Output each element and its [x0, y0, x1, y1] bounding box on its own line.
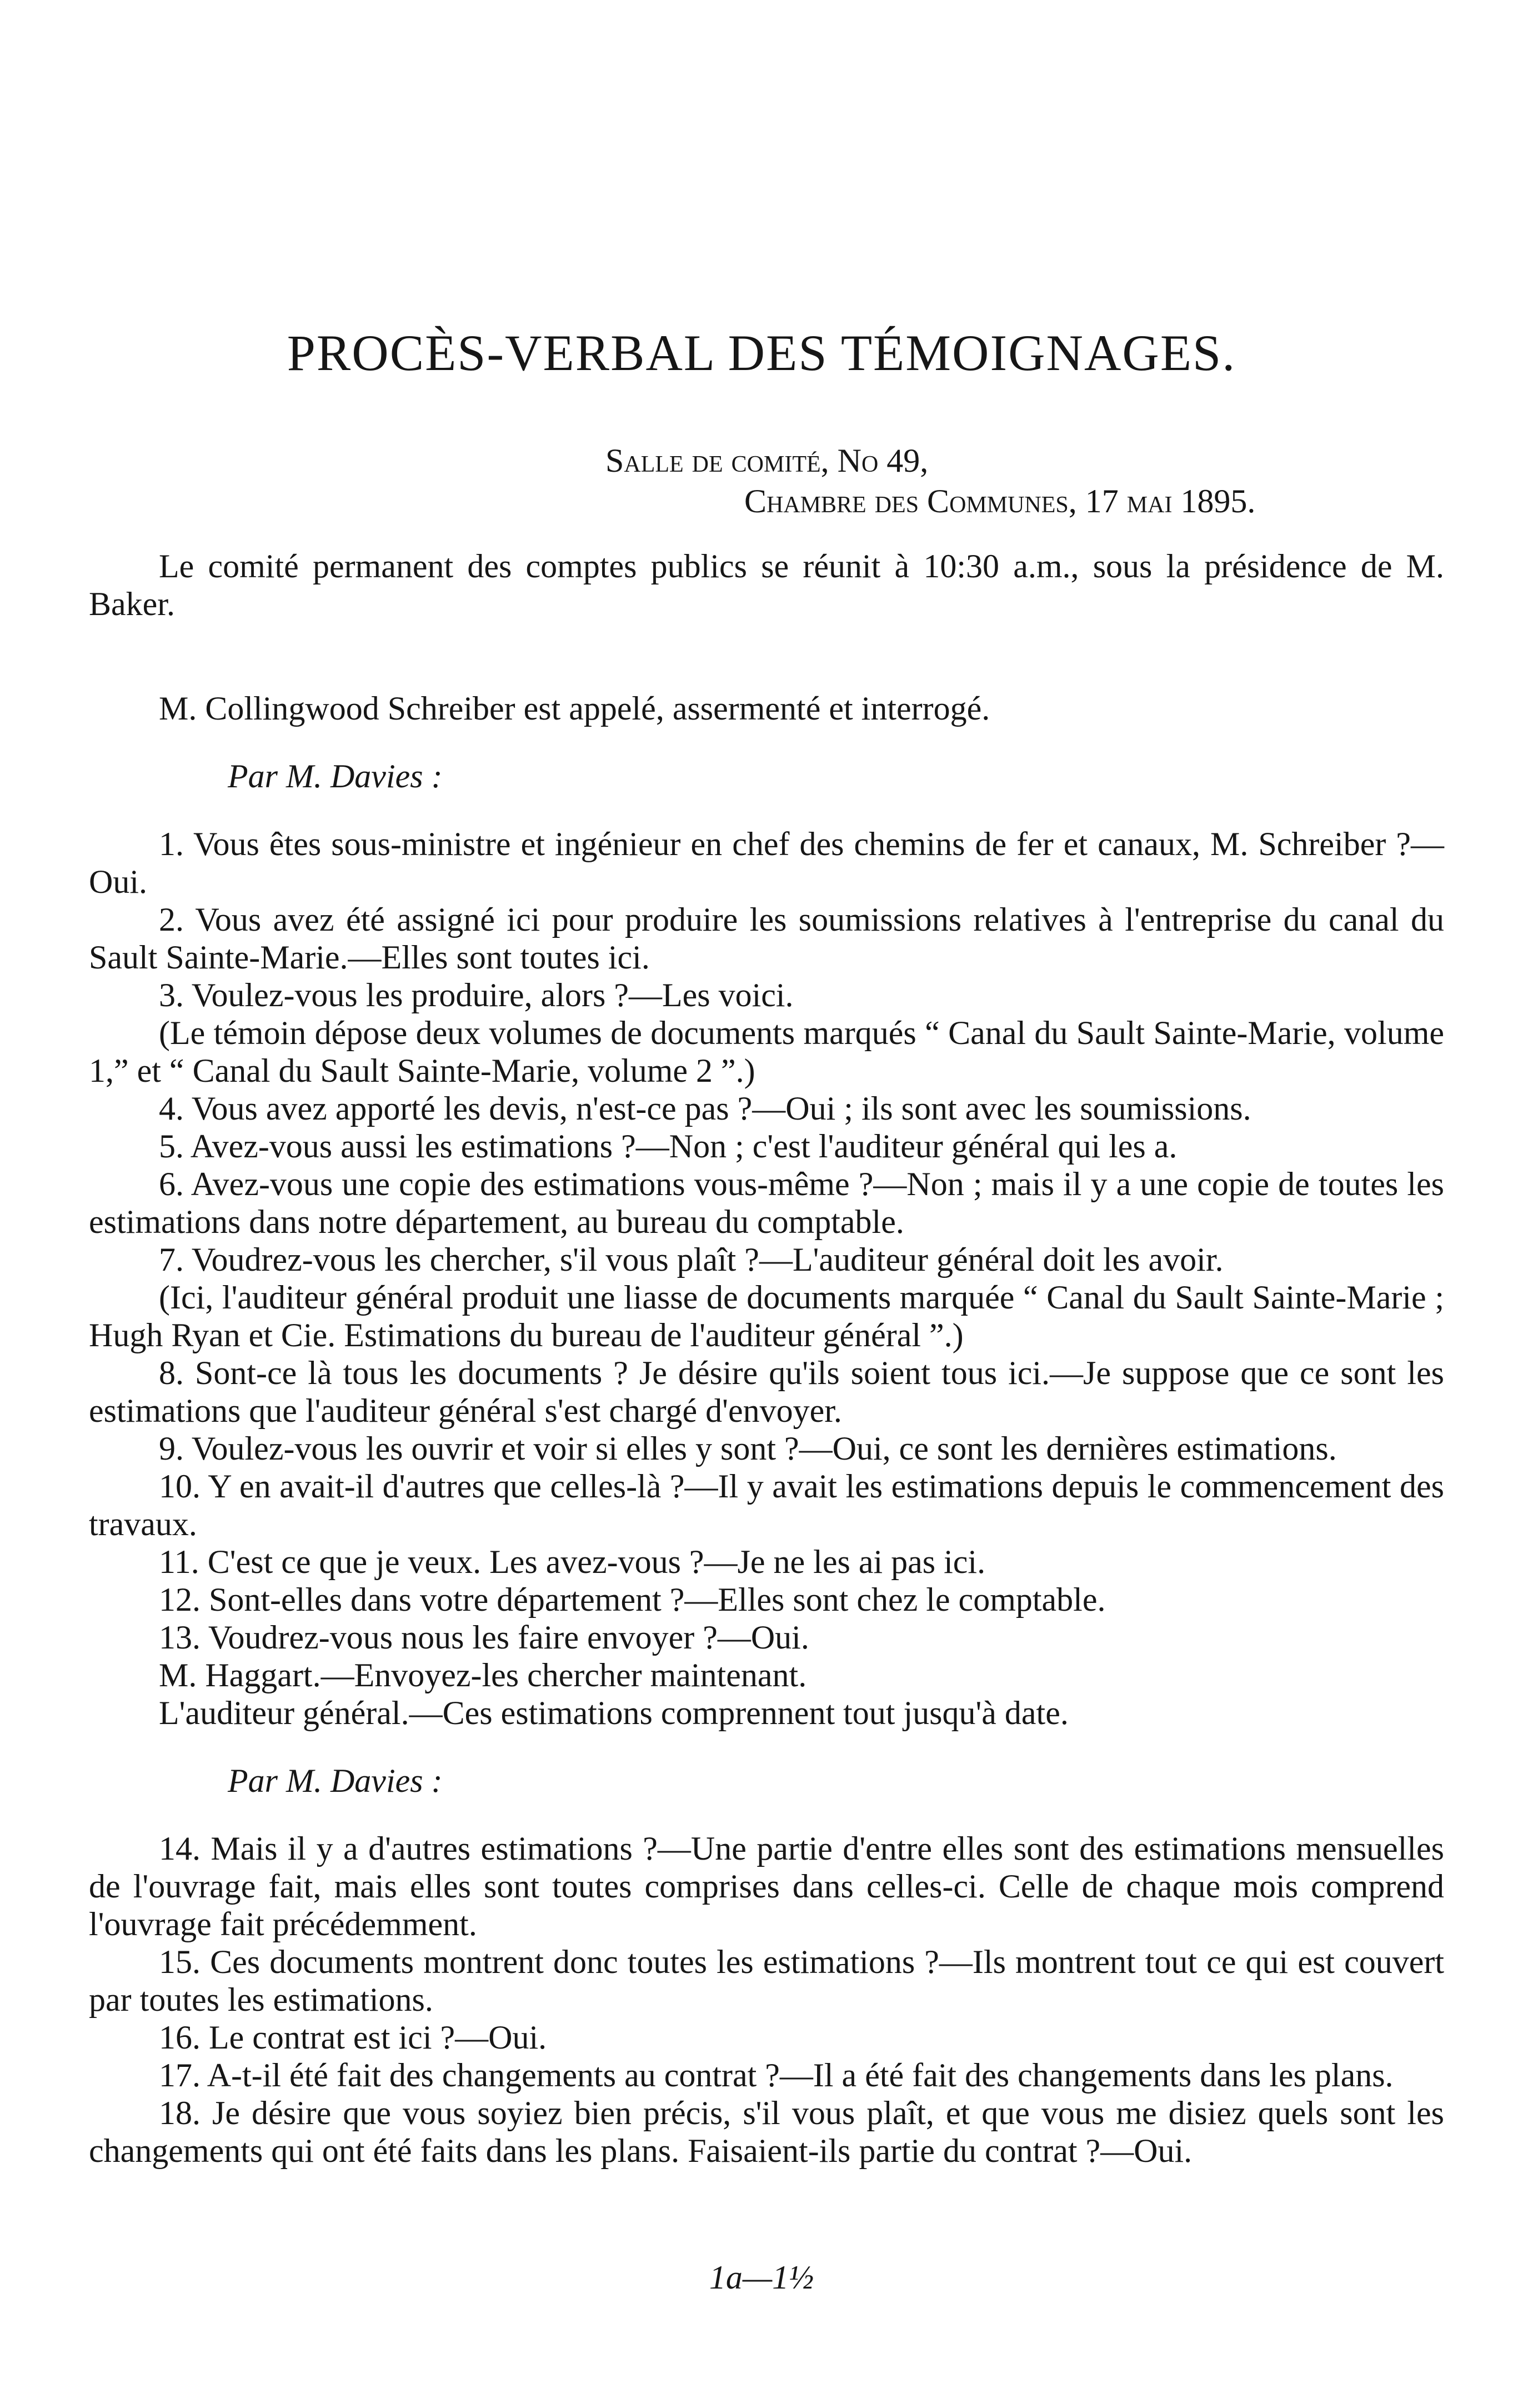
question-7: 7. Voudrez-vous les chercher, s'il vous plaît ?—L'auditeur général doit les avoir. [159, 1241, 1224, 1278]
location-line-1: Salle de comité, No 49, [605, 442, 929, 479]
question-2: 2. Vous avez été assigné ici pour produire les soumissions relatives à l'entreprise du canal du Sault Sainte-Marie.—Elles sont toutes ici. [89, 901, 1444, 976]
page-signature: 1a—1½ [709, 2259, 814, 2296]
intro-paragraph: Le comité permanent des comptes publics se réunit à 10:30 a.m., sous la présidence de M. Baker. [89, 548, 1444, 622]
question-10: 10. Y en avait-il d'autres que celles-là ?—Il y avait les estimations depuis le commencement des travaux. [89, 1468, 1444, 1542]
question-15: 15. Ces documents montrent donc toutes les estimations ?—Ils montrent tout ce qui est couvert par toutes les estimations. [89, 1944, 1444, 2018]
question-9: 9. Voulez-vous les ouvrir et voir si elles y sont ?—Oui, ce sont les dernières estimations. [159, 1430, 1337, 1467]
question-13: 13. Voudrez-vous nous les faire envoyer ?—Oui. [159, 1619, 809, 1656]
question-8: 8. Sont-ce là tous les documents ? Je désire qu'ils soient tous ici.—Je suppose que ce sont les estimations que l'auditeur général s'est chargé d'envoyer. [89, 1355, 1444, 1429]
question-14: 14. Mais il y a d'autres estimations ?—Une partie d'entre elles sont des estimations mensuelles de l'ouvrage fait, mais elles sont toutes comprises dans celles-ci. Celle de chaque mois comprend l'ouvrage fait précédemment. [89, 1830, 1444, 1942]
question-18: 18. Je désire que vous soyiez bien précis, s'il vous plaît, et que vous me disiez quels sont les changements qui ont été faits dans les plans. Faisaient-ils partie du contrat ?—Oui. [89, 2095, 1444, 2169]
question-12: 12. Sont-elles dans votre département ?—Elles sont chez le comptable. [159, 1581, 1106, 1618]
question-6: 6. Avez-vous une copie des estimations vous-même ?—Non ; mais il y a une copie de toutes les estimations dans notre département, au bureau du comptable. [89, 1166, 1444, 1240]
question-5: 5. Avez-vous aussi les estimations ?—Non ; c'est l'auditeur général qui les a. [159, 1128, 1178, 1165]
note-1: (Le témoin dépose deux volumes de documents marqués “ Canal du Sault Sainte-Marie, volume 1,” et “ Canal du Sault Sainte-Marie, volume 2 ”.) [89, 1015, 1444, 1089]
testimony-body [89, 547, 1444, 2170]
statement-auditor: L'auditeur général.—Ces estimations comprennent tout jusqu'à date. [159, 1695, 1069, 1731]
page-title: PROCÈS-VERBAL DES TÉMOIGNAGES. [287, 324, 1236, 381]
question-17: 17. A-t-il été fait des changements au contrat ?—Il a été fait des changements dans les plans. [159, 2057, 1394, 2094]
statement-haggart: M. Haggart.—Envoyez-les chercher maintenant. [159, 1657, 807, 1693]
question-11: 11. C'est ce que je veux. Les avez-vous ?—Je ne les ai pas ici. [159, 1543, 986, 1580]
question-4: 4. Vous avez apporté les devis, n'est-ce pas ?—Oui ; ils sont avec les soumissions. [159, 1090, 1251, 1127]
question-3: 3. Voulez-vous les produire, alors ?—Les voici. [159, 977, 794, 1013]
question-16: 16. Le contrat est ici ?—Oui. [159, 2019, 547, 2056]
witness-called: M. Collingwood Schreiber est appelé, assermenté et interrogé. [159, 690, 990, 727]
question-1: 1. Vous êtes sous-ministre et ingénieur en chef des chemins de fer et canaux, M. Schreiber ?—Oui. [89, 826, 1444, 900]
note-2: (Ici, l'auditeur général produit une liasse de documents marquée “ Canal du Sault Sainte-Marie ; Hugh Ryan et Cie. Estimations du bureau de l'auditeur général ”.) [89, 1279, 1444, 1353]
examiner-heading-2: Par M. Davies : [228, 1762, 443, 1799]
location-line-2: Chambre des Communes, 17 mai 1895. [744, 483, 1256, 519]
examiner-heading: Par M. Davies : [228, 758, 443, 795]
